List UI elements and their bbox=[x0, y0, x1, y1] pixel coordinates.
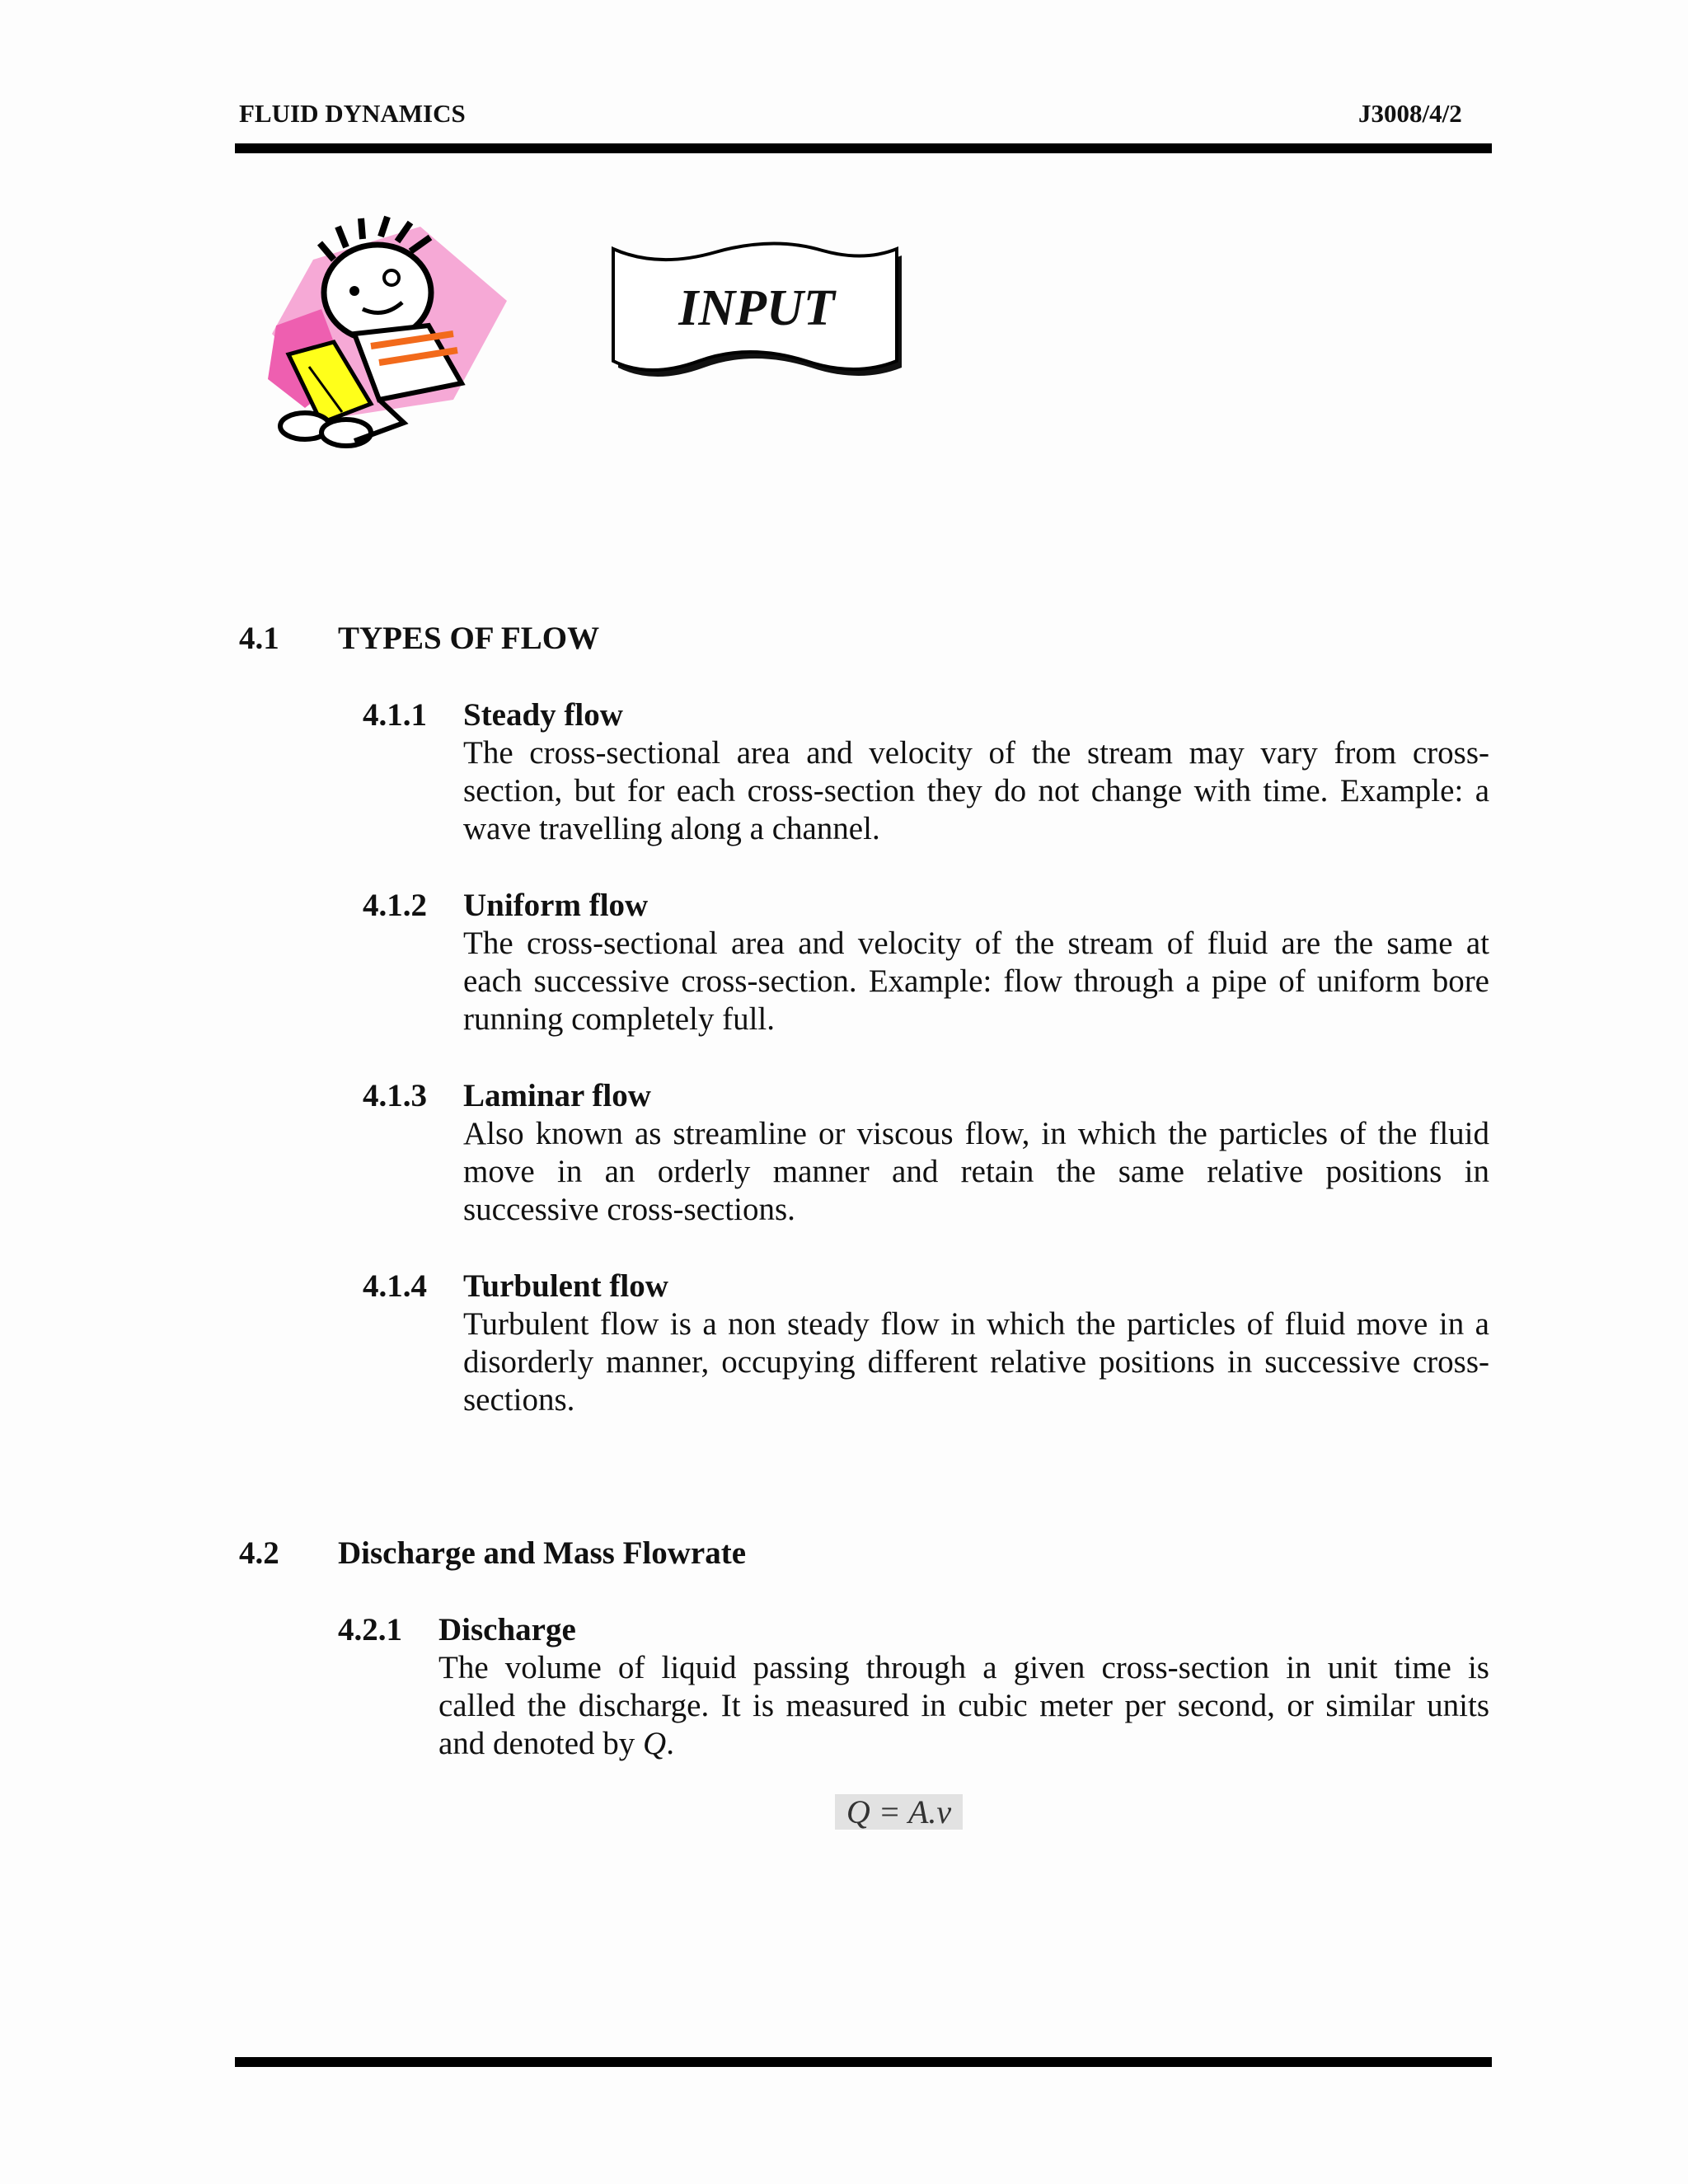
paragraph-line bbox=[438, 1725, 1489, 1763]
paragraph-line: The cross-sectional area and velocity of the stream of fluid are the same at bbox=[463, 926, 1489, 961]
section-4-2-title: Discharge and Mass Flowrate bbox=[338, 1535, 747, 1571]
paragraph-line: successive cross-sections. bbox=[463, 1192, 795, 1227]
paragraph-line: each successive cross-section. Example: flow through a pipe of uniform bore bbox=[463, 963, 1489, 999]
subsection-4-2-1-text bbox=[438, 1649, 1489, 1763]
subsection-4-1-3-text bbox=[463, 1115, 1489, 1229]
student-reading-clipart bbox=[256, 210, 519, 449]
paragraph-line: running completely full. bbox=[463, 1001, 776, 1037]
subsection-4-1-4-title: Turbulent flow bbox=[463, 1268, 668, 1304]
subsection-4-1-2-title: Uniform flow bbox=[463, 888, 649, 923]
footer-rule bbox=[235, 2057, 1492, 2067]
subsection-4-1-2-text bbox=[463, 925, 1489, 1038]
subsection-4-1-4-text bbox=[463, 1305, 1489, 1419]
paragraph-line: section, but for each cross-section they do not change with time. Example: a bbox=[463, 773, 1489, 808]
subsection-4-1-1-number: 4.1.1 bbox=[363, 697, 427, 733]
header-title: FLUID DYNAMICS bbox=[239, 99, 466, 128]
paragraph-line: sections. bbox=[463, 1382, 575, 1418]
paragraph-line: disorderly manner, occupying different relative positions in successive cross- bbox=[463, 1344, 1489, 1380]
section-4-1-title: TYPES OF FLOW bbox=[338, 621, 600, 656]
discharge-formula: Q = A.v bbox=[835, 1794, 963, 1830]
discharge-symbol: Q bbox=[643, 1726, 667, 1761]
subsection-4-2-1-number: 4.2.1 bbox=[338, 1612, 402, 1647]
paragraph-line: The volume of liquid passing through a given cross-section in unit time is bbox=[438, 1650, 1489, 1685]
subsection-4-2-1-title: Discharge bbox=[438, 1612, 576, 1647]
line-end: . bbox=[666, 1726, 674, 1761]
subsection-4-1-4-number: 4.1.4 bbox=[363, 1268, 427, 1304]
subsection-4-1-3-title: Laminar flow bbox=[463, 1078, 651, 1113]
input-banner bbox=[608, 237, 907, 386]
section-4-2-number: 4.2 bbox=[239, 1535, 279, 1571]
subsection-4-1-1-text bbox=[463, 734, 1489, 848]
banner-label: INPUT bbox=[678, 280, 835, 336]
header-page-code: J3008/4/2 bbox=[1358, 99, 1462, 128]
paragraph-line: Also known as streamline or viscous flow, in which the particles of the fluid bbox=[463, 1116, 1489, 1151]
paragraph-line: The cross-sectional area and velocity of the stream may vary from cross- bbox=[463, 735, 1489, 771]
line-text: and denoted by bbox=[438, 1726, 644, 1761]
paragraph-line: move in an orderly manner and retain the same relative positions in bbox=[463, 1154, 1489, 1189]
subsection-4-1-1-title: Steady flow bbox=[463, 697, 623, 733]
section-4-1-number: 4.1 bbox=[239, 621, 279, 656]
subsection-4-1-2-number: 4.1.2 bbox=[363, 888, 427, 923]
paragraph-line: Turbulent flow is a non steady flow in which the particles of fluid move in a bbox=[463, 1306, 1489, 1342]
header-rule bbox=[235, 143, 1492, 153]
paragraph-line: wave travelling along a channel. bbox=[463, 811, 880, 846]
paragraph-line: called the discharge. It is measured in cubic meter per second, or similar units bbox=[438, 1688, 1489, 1723]
subsection-4-1-3-number: 4.1.3 bbox=[363, 1078, 427, 1113]
